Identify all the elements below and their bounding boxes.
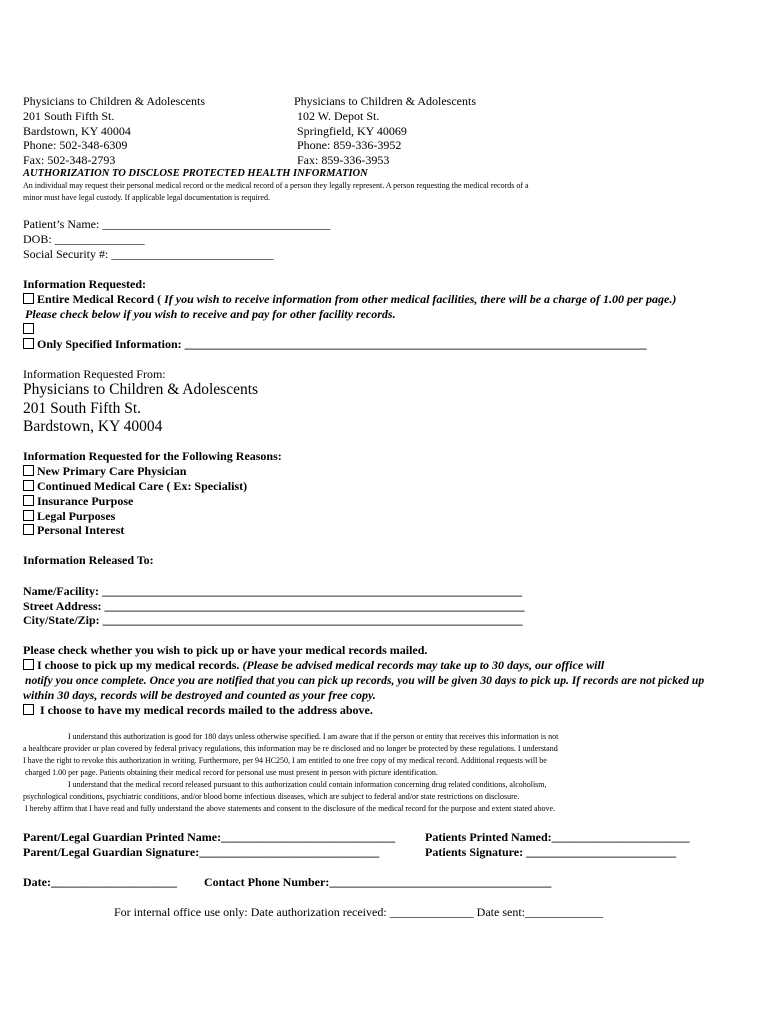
reason-item <box>23 494 133 509</box>
reason-item <box>23 479 247 494</box>
office-right-fax: Fax: 859-336-3953 <box>297 153 390 167</box>
intro-line-1: An individual may request their personal medical record or the medical record of a person they legally represent. A person requesting the medical records of a <box>23 181 529 190</box>
date-field[interactable]: Date:_____________________ <box>23 875 177 889</box>
pickup-note: (Please be advised medical records may take up to 30 days, our office will <box>239 658 605 672</box>
guardian-name-field[interactable]: Parent/Legal Guardian Printed Name:_____________________________ <box>23 830 396 844</box>
pickup-label: I choose to pick up my medical records. <box>37 658 240 672</box>
reason-item <box>23 464 186 479</box>
office-right-street: 102 W. Depot St. <box>297 109 380 123</box>
entire-record-label: Entire Medical Record ( <box>37 292 162 306</box>
reason-label: Insurance Purpose <box>37 494 134 508</box>
other-facility-checkbox[interactable] <box>23 323 34 334</box>
reason-item <box>23 523 124 538</box>
contact-phone-field[interactable]: Contact Phone Number:_____________________________________ <box>204 875 552 889</box>
reason-label: Legal Purposes <box>37 509 116 523</box>
pickup-checkbox[interactable] <box>23 659 34 670</box>
reason-checkbox[interactable] <box>23 510 34 521</box>
patient-dob-field[interactable]: DOB: _______________ <box>23 232 145 246</box>
office-left-fax: Fax: 502-348-2793 <box>23 153 116 167</box>
legal-text-line: I have the right to revoke this authorization in writing. Furthermore, per 94 HC250, I am entitled to one free copy of my medical record. Additional requests will be <box>23 756 547 765</box>
pickup-note-line-3: within 30 days, records will be destroyed and counted as your free copy. <box>23 688 376 702</box>
specified-info-label[interactable]: Only Specified Information: _____________________________________________________________________________ <box>37 337 647 351</box>
pickup-row <box>23 658 604 673</box>
please-check-note: Please check below if you wish to receive and pay for other facility records. <box>25 307 396 321</box>
intro-line-2: minor must have legal custody. If applicable legal documentation is required. <box>23 193 270 202</box>
legal-text-line: I hereby affirm that I have read and fully understand the above statements and consent to the disclosure of the medical record for the purpose and extent stated above. <box>25 804 556 813</box>
other-facility-row <box>23 322 37 337</box>
entire-record-checkbox[interactable] <box>23 293 34 304</box>
delivery-heading: Please check whether you wish to pick up or have your medical records mailed. <box>23 643 428 657</box>
pickup-note-line-2: notify you once complete. Once you are notified that you can pick up records, you will be given 30 days to pick up. If records are not picked up <box>25 674 705 687</box>
legal-text-line: charged 1.00 per page. Patients obtaining their medical record for personal use must present in person with picture identification. <box>25 768 438 777</box>
legal-text-line: psychological conditions, psychiatric conditions, and/or blood borne infectious diseases, which are subject to federal and/or state restrictions on disclosure. <box>23 792 520 801</box>
reasons-heading: Information Requested for the Following Reasons: <box>23 449 282 463</box>
reason-checkbox[interactable] <box>23 524 34 535</box>
office-left-phone: Phone: 502-348-6309 <box>23 138 128 152</box>
office-right-phone: Phone: 859-336-3952 <box>297 138 402 152</box>
office-right-city: Springfield, KY 40069 <box>297 124 407 138</box>
requested-from-city: Bardstown, KY 40004 <box>23 418 163 435</box>
specified-info-checkbox[interactable] <box>23 338 34 349</box>
mail-checkbox[interactable] <box>23 704 34 715</box>
mail-row <box>23 703 373 718</box>
reason-checkbox[interactable] <box>23 495 34 506</box>
released-street-field[interactable]: Street Address: ______________________________________________________________________ <box>23 599 525 613</box>
mail-label: I choose to have my medical records mailed to the address above. <box>40 703 373 717</box>
requested-from-label: Information Requested From: <box>23 367 166 381</box>
patient-signature-field[interactable]: Patients Signature: _________________________ <box>425 845 677 859</box>
patient-ssn-field[interactable]: Social Security #: ___________________________ <box>23 247 274 261</box>
form-title: AUTHORIZATION TO DISCLOSE PROTECTED HEALTH INFORMATION <box>23 168 368 179</box>
reason-label: New Primary Care Physician <box>37 464 187 478</box>
reason-label: Continued Medical Care ( Ex: Specialist) <box>37 479 248 493</box>
office-left-city: Bardstown, KY 40004 <box>23 124 131 138</box>
reason-item <box>23 509 115 524</box>
legal-text-line: a healthcare provider or plan covered by federal privacy regulations, this information may be re disclosed and no longer be protected by these regulations. I understand <box>23 744 558 753</box>
released-city-field[interactable]: City/State/Zip: ______________________________________________________________________ <box>23 613 523 627</box>
entire-record-note: If you wish to receive information from other medical facilities, there will be a charge of 1.00 per page.) <box>161 292 677 306</box>
office-use-line: For internal office use only: Date authorization received: ______________ Date sent:_____________ <box>114 905 603 919</box>
patient-printed-name-field[interactable]: Patients Printed Named:_______________________ <box>425 830 690 844</box>
released-name-field[interactable]: Name/Facility: ______________________________________________________________________ <box>23 584 522 598</box>
specified-info-row <box>23 337 647 352</box>
released-to-heading: Information Released To: <box>23 553 154 567</box>
patient-name-field[interactable]: Patient’s Name: ______________________________________ <box>23 217 331 231</box>
requested-from-street: 201 South Fifth St. <box>23 400 141 417</box>
reason-checkbox[interactable] <box>23 465 34 476</box>
legal-text-line: I understand this authorization is good for 180 days unless otherwise specified. I am aware that if the person or entity that receives this information is not <box>68 732 559 741</box>
reason-checkbox[interactable] <box>23 480 34 491</box>
info-requested-heading: Information Requested: <box>23 277 146 291</box>
entire-record-row <box>23 292 676 307</box>
legal-text-line: I understand that the medical record released pursuant to this authorization could contain information concerning drug related conditions, alcoholism, <box>68 780 547 789</box>
guardian-signature-field[interactable]: Parent/Legal Guardian Signature:______________________________ <box>23 845 380 859</box>
requested-from-name: Physicians to Children & Adolescents <box>23 381 259 398</box>
office-left-name: Physicians to Children & Adolescents <box>23 94 205 108</box>
reason-label: Personal Interest <box>37 523 125 537</box>
office-right-name: Physicians to Children & Adolescents <box>294 94 476 108</box>
office-left-street: 201 South Fifth St. <box>23 109 115 123</box>
